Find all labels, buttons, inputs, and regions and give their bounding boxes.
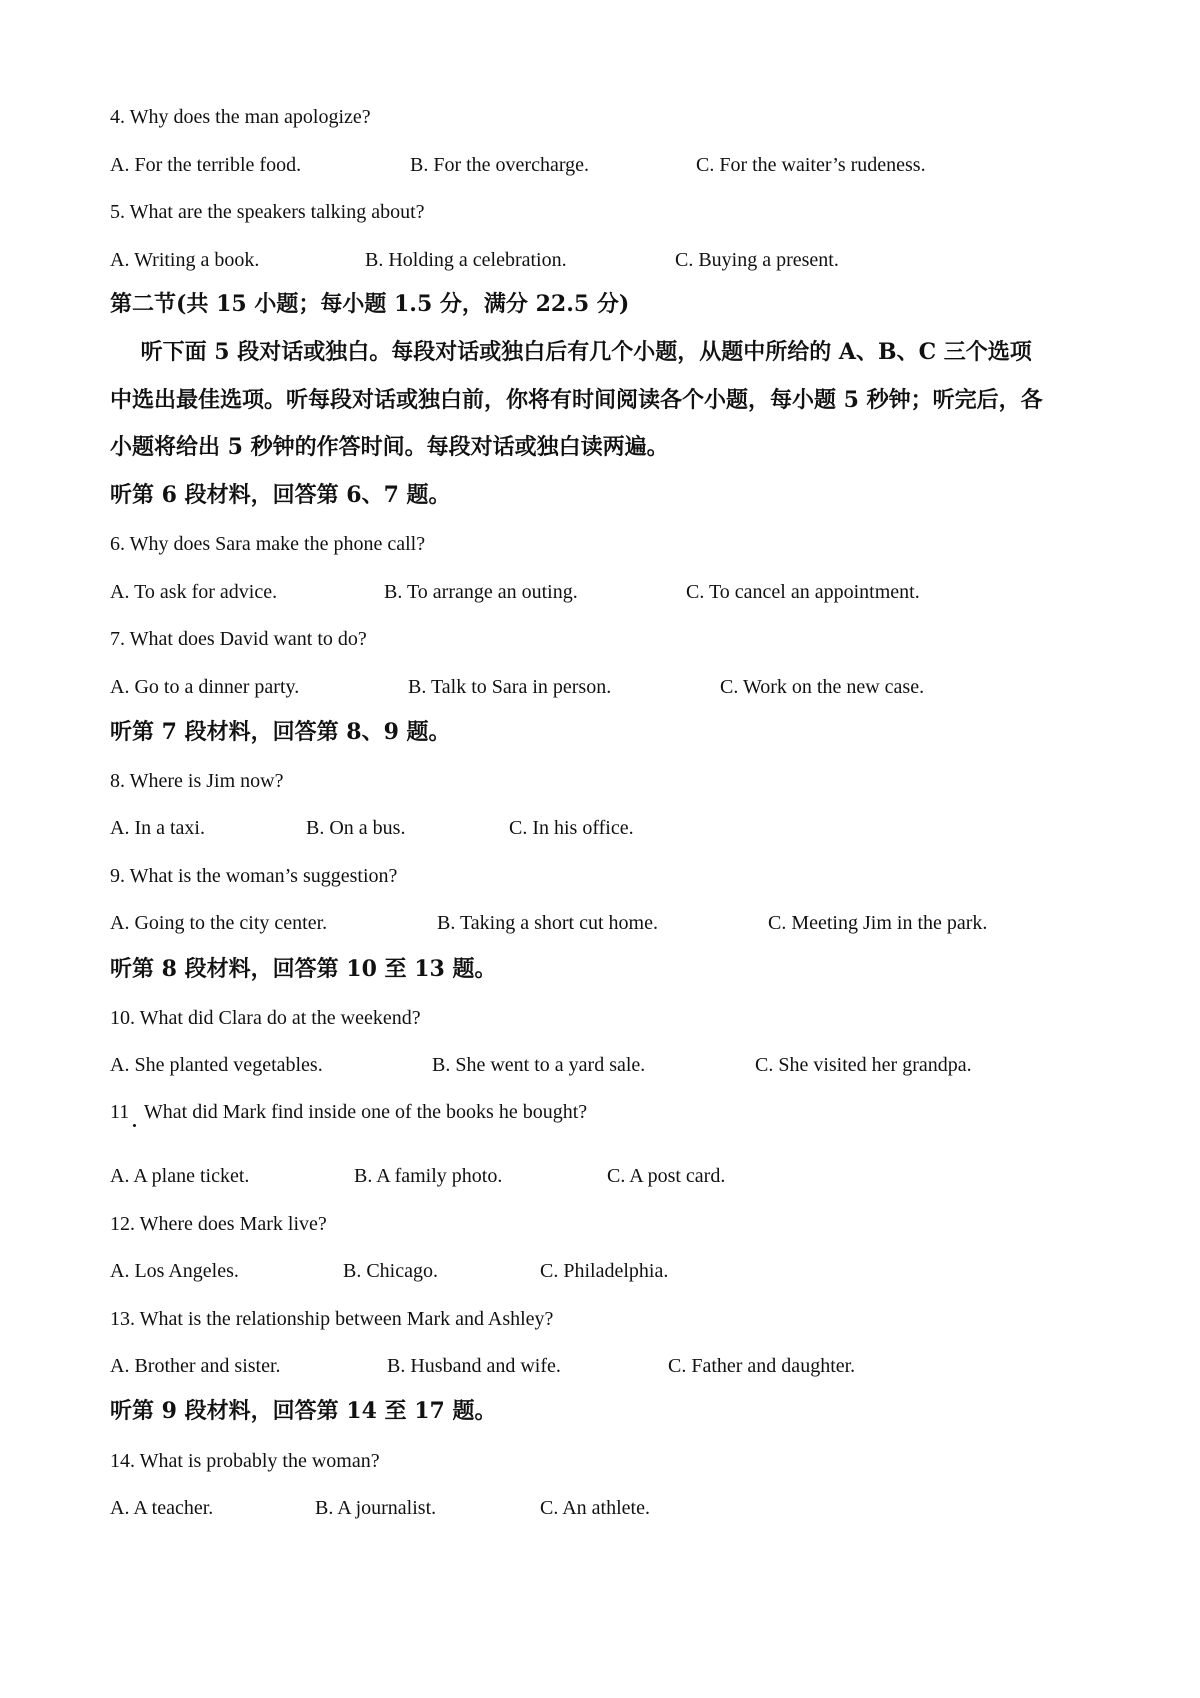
question-6-stem: 6. Why does Sara make the phone call? xyxy=(110,533,426,555)
option-b: B. Chicago. xyxy=(343,1260,438,1282)
question-10-stem: 10. What did Clara do at the weekend? xyxy=(110,1007,421,1029)
option-c: C. Work on the new case. xyxy=(720,676,925,698)
question-8-stem: 8. Where is Jim now? xyxy=(110,770,284,792)
section-2-instructions-line-1: 听下面 5 段对话或独白。每段对话或独白后有几个小题，从题中所给的 A、B、C 三个选项 xyxy=(110,339,1032,365)
question-12-stem: 12. Where does Mark live? xyxy=(110,1213,327,1235)
option-b: B. To arrange an outing. xyxy=(384,581,578,603)
question-4-stem: 4. Why does the man apologize? xyxy=(110,106,371,128)
group-7-heading: 听第 7 段材料，回答第 8、9 题。 xyxy=(110,719,451,745)
option-c: C. For the waiter’s rudeness. xyxy=(696,154,926,176)
option-a: A. Going to the city center. xyxy=(110,912,328,934)
option-c: C. Philadelphia. xyxy=(540,1260,669,1282)
section-2-instructions-line-3: 小题将给出 5 秒钟的作答时间。每段对话或独白读两遍。 xyxy=(110,434,669,460)
option-b: B. A family photo. xyxy=(354,1165,503,1187)
option-c: C. A post card. xyxy=(607,1165,726,1187)
option-b: B. Holding a celebration. xyxy=(365,249,567,271)
option-a: A. Writing a book. xyxy=(110,249,260,271)
option-a: A. A plane ticket. xyxy=(110,1165,250,1187)
option-c: C. Buying a present. xyxy=(675,249,839,271)
option-a: A. To ask for advice. xyxy=(110,581,278,603)
option-b: B. A journalist. xyxy=(315,1497,437,1519)
option-a: A. She planted vegetables. xyxy=(110,1054,323,1076)
option-a: A. Brother and sister. xyxy=(110,1355,281,1377)
question-7-stem: 7. What does David want to do? xyxy=(110,628,367,650)
question-14-stem: 14. What is probably the woman? xyxy=(110,1450,380,1472)
section-2-instructions-line-2: 中选出最佳选项。听每段对话或独白前，你将有时间阅读各个小题，每小题 5 秒钟；听完后，各 xyxy=(110,387,1043,413)
option-a: A. In a taxi. xyxy=(110,817,205,839)
group-9-heading: 听第 9 段材料，回答第 14 至 17 题。 xyxy=(110,1398,497,1424)
section-2-heading: 第二节(共 15 小题；每小题 1.5 分，满分 22.5 分) xyxy=(110,291,630,317)
option-b: B. Talk to Sara in person. xyxy=(408,676,612,698)
stray-dot-mark xyxy=(133,1124,136,1127)
option-c: C. To cancel an appointment. xyxy=(686,581,920,603)
option-a: A. Los Angeles. xyxy=(110,1260,239,1282)
option-c: C. She visited her grandpa. xyxy=(755,1054,972,1076)
option-c: C. Meeting Jim in the park. xyxy=(768,912,988,934)
option-c: C. Father and daughter. xyxy=(668,1355,856,1377)
option-b: B. On a bus. xyxy=(306,817,406,839)
option-c: C. In his office. xyxy=(509,817,634,839)
option-b: B. She went to a yard sale. xyxy=(432,1054,646,1076)
option-c: C. An athlete. xyxy=(540,1497,650,1519)
option-b: B. Taking a short cut home. xyxy=(437,912,658,934)
question-13-stem: 13. What is the relationship between Mark and Ashley? xyxy=(110,1308,554,1330)
question-5-stem: 5. What are the speakers talking about? xyxy=(110,201,425,223)
group-6-heading: 听第 6 段材料，回答第 6、7 题。 xyxy=(110,482,451,508)
question-9-stem: 9. What is the woman’s suggestion? xyxy=(110,865,398,887)
option-a: A. Go to a dinner party. xyxy=(110,676,300,698)
question-11-stem: 11 What did Mark find inside one of the books he bought? xyxy=(110,1101,588,1123)
option-a: A. A teacher. xyxy=(110,1497,214,1519)
option-a: A. For the terrible food. xyxy=(110,154,302,176)
group-8-heading: 听第 8 段材料，回答第 10 至 13 题。 xyxy=(110,956,497,982)
option-b: B. Husband and wife. xyxy=(387,1355,561,1377)
option-b: B. For the overcharge. xyxy=(410,154,590,176)
